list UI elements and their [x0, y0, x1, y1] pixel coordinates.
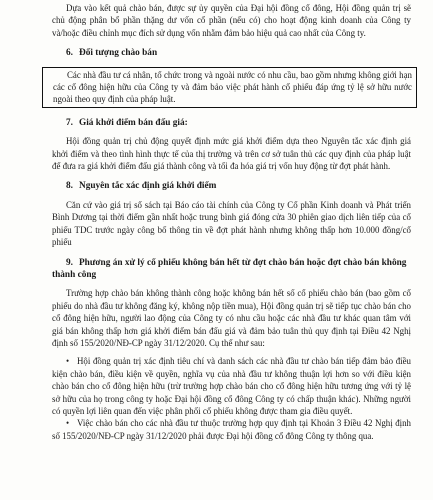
section-8-paragraph: Căn cứ vào giá trị sổ sách tại Báo cáo tài chính của Công ty Cổ phần Kinh doanh và Phát triển Bình Dương tại thời điểm gần nhất hoặc trung bình giá đóng cửa 30 phiên giao dịch liên tiếp của cổ phiếu TDC trước ngày công bố thông tin về đợt phát hành nhưng không thấp hơn 10.000 đồng/cổ phiếu	[52, 199, 411, 248]
section-8-number: 8.	[66, 181, 73, 192]
section-8-title: Nguyên tắc xác định giá khởi điểm	[78, 181, 217, 192]
bullet-text: Hội đồng quản trị xác định tiêu chí và danh sách các nhà đầu tư chào bán tiếp đảm bảo điều kiện chào bán, điều kiện về quyền, nghĩa vụ của nhà đầu tư không thuận lợi hơn so với điều kiện chào bán cho cổ đông hiện hữu (trừ trường hợp chào bán cho cổ đông hiện hữu tương ứng với tỷ lệ sở hữu của họ trong công ty hoặc Đại hội đồng cổ đông Công ty có chấp thuận khác). Những người có quyền lợi liên quan đến việc phân phối cổ phiếu không được tham gia điều quyết.	[52, 356, 411, 416]
section-9-title: Phương án xử lý cổ phiếu không bán hết từ đợt chào bán hoặc đợt chào bán không thành công	[52, 257, 407, 280]
section-9-number: 9.	[66, 257, 73, 268]
bullet-dot-icon: •	[66, 418, 70, 429]
bullet-dot-icon: •	[66, 356, 70, 367]
section-6-boxed-paragraph: Các nhà đầu tư cá nhân, tổ chức trong và ngoài nước có nhu cầu, bao gồm nhưng không giới hạn các cổ đông hiện hữu của Công ty và đảm bảo việc phát hành cổ phiếu đáp ứng tỷ lệ sở hữu nước ngoài theo quy định của pháp luật.	[42, 67, 417, 108]
section-9-paragraph: Trường hợp chào bán không thành công hoặc không bán hết số cổ phiếu chào bán (bao gồm cổ phiếu do nhà đầu tư không đăng ký, không nộp tiền mua), Hội đồng quản trị sẽ tiếp tục chào bán cho cổ đông hiện hữu, người lao động của Công ty có nhu cầu hoặc các nhà đầu tư khác quan tâm với giá bán không thấp hơn giá khởi điểm bán đấu giá và đảm bảo tuân thủ quy định tại Điều 42 Nghị định số 155/2020/NĐ-CP ngày 31/12/2020. Cụ thể như sau:	[52, 288, 411, 348]
section-7-number: 7.	[66, 117, 73, 128]
section-6-title: Đối tượng chào bán	[78, 48, 158, 59]
section-9-bullet-1	[52, 355, 411, 417]
section-9-bullet-2	[52, 417, 411, 442]
section-6-number: 6.	[66, 48, 73, 59]
section-7-title: Giá khởi điểm bán đấu giá:	[78, 117, 188, 128]
section-7-paragraph: Hội đồng quản trị chủ động quyết định mức giá khởi điểm dựa theo Nguyên tắc xác định giá khởi điểm và theo tình hình thực tế của thị trường và trên cơ sở tuân thủ các quy định của pháp luật để đưa ra giá khởi điểm đấu giá thành công và tối đa hóa giá trị vốn huy động từ đợt phát hành.	[52, 136, 411, 172]
section-8-heading	[52, 180, 411, 192]
section-7-heading	[52, 117, 411, 129]
intro-paragraph: Dựa vào kết quả chào bán, được sự ủy quyền của Đại hội đồng cổ đông, Hội đồng quản trị sẽ chủ động phân bổ phần thặng dư vốn cổ phần (nếu có) cho hoạt động kinh doanh của Công ty và/hoặc điều chỉnh mục đích sử dụng vốn nhằm đảm bảo hiệu quả cao nhất của Công ty.	[52, 3, 411, 38]
section-6-heading	[52, 47, 411, 59]
bullet-text: Việc chào bán cho các nhà đầu tư thuộc trường hợp quy định tại Khoản 3 Điều 42 Nghị định số 155/2020/NĐ-CP ngày 31/12/2020 phải được Đại hội đồng cổ đông Công ty thông qua.	[52, 418, 411, 441]
section-9-heading	[52, 257, 411, 282]
